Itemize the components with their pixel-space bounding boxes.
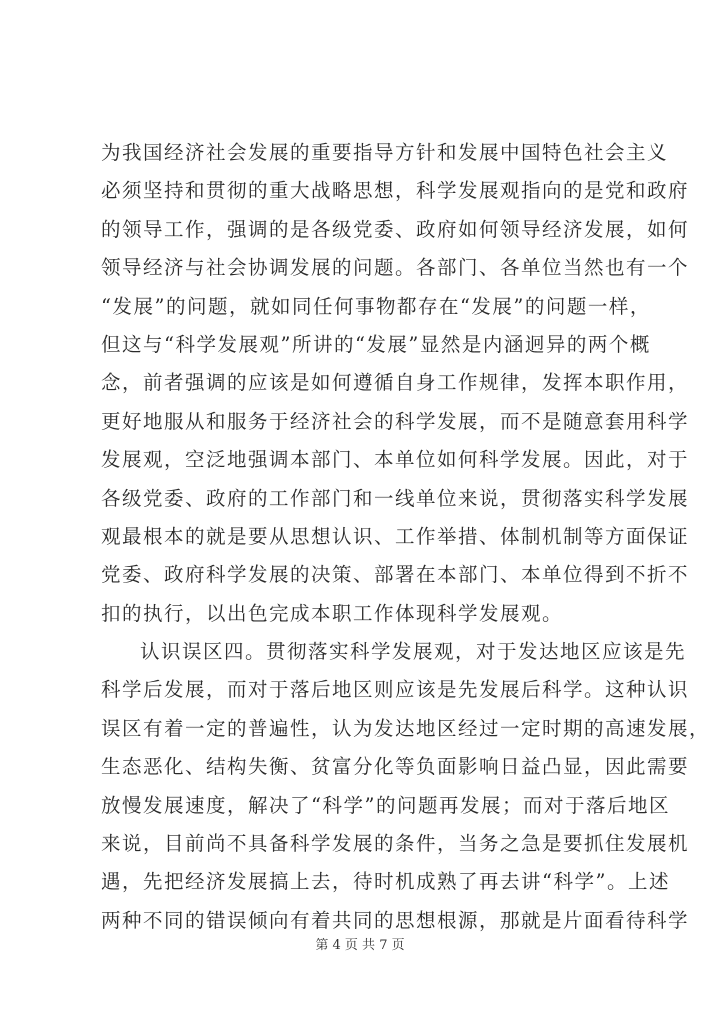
text-line: 各级党委、政府的工作部门和一线单位来说，贯彻落实科学发展: [101, 486, 690, 510]
text-line: 扣的执行，以出色完成本职工作体现科学发展观。: [101, 601, 564, 625]
text-line: 来说，目前尚不具备科学发展的条件，当务之急是要抓住发展机: [101, 832, 690, 856]
text-line: 但这与“科学发展观”所讲的“发展”显然是内涵迥异的两个概: [101, 332, 651, 356]
text-line: 念，前者强调的应该是如何遵循自身工作规律，发挥本职作用，: [101, 371, 690, 395]
text-line: 观最根本的就是要从思想认识、工作举措、体制机制等方面保证: [101, 524, 690, 548]
text-line: 科学后发展，而对于落后地区则应该是先发展后科学。这种认识: [101, 678, 690, 702]
body-text: [101, 134, 711, 940]
text-line: “发展”的问题，就如同任何事物都存在“发展”的问题一样，: [101, 294, 651, 318]
text-line: 误区有着一定的普遍性，认为发达地区经过一定时期的高速发展，: [101, 716, 711, 740]
text-line: 党委、政府科学发展的决策、部署在本部门、本单位得到不折不: [101, 563, 690, 587]
text-line: 领导经济与社会协调发展的问题。各部门、各单位当然也有一个: [101, 256, 690, 280]
text-line: 发展观，空泛地强调本部门、本单位如何科学发展。因此，对于: [101, 448, 690, 472]
text-line: 两种不同的错误倾向有着共同的思想根源，那就是片面看待科学: [101, 908, 690, 932]
text-line: 的领导工作，强调的是各级党委、政府如何领导经济发展，如何: [101, 217, 690, 241]
paragraph-1: [101, 134, 690, 633]
page-number-footer: 第 4 页 共 7 页: [315, 938, 405, 953]
text-line: 遇，先把经济发展搞上去，待时机成熟了再去讲“科学”。上述: [101, 870, 670, 894]
text-line: 生态恶化、结构失衡、贫富分化等负面影响日益凸显，因此需要: [101, 755, 690, 779]
text-line: 为我国经济社会发展的重要指导方针和发展中国特色社会主义: [101, 141, 669, 164]
text-line: 认识误区四。贯彻落实科学发展观，对于发达地区应该是先: [140, 640, 687, 664]
text-line: 更好地服从和服务于经济社会的科学发展，而不是随意套用科学: [101, 409, 690, 433]
text-line: 放慢发展速度，解决了“科学”的问题再发展；而对于落后地区: [101, 793, 670, 817]
paragraph-2: [101, 633, 711, 940]
text-line: 必须坚持和贯彻的重大战略思想，科学发展观指向的是党和政府: [101, 179, 690, 203]
